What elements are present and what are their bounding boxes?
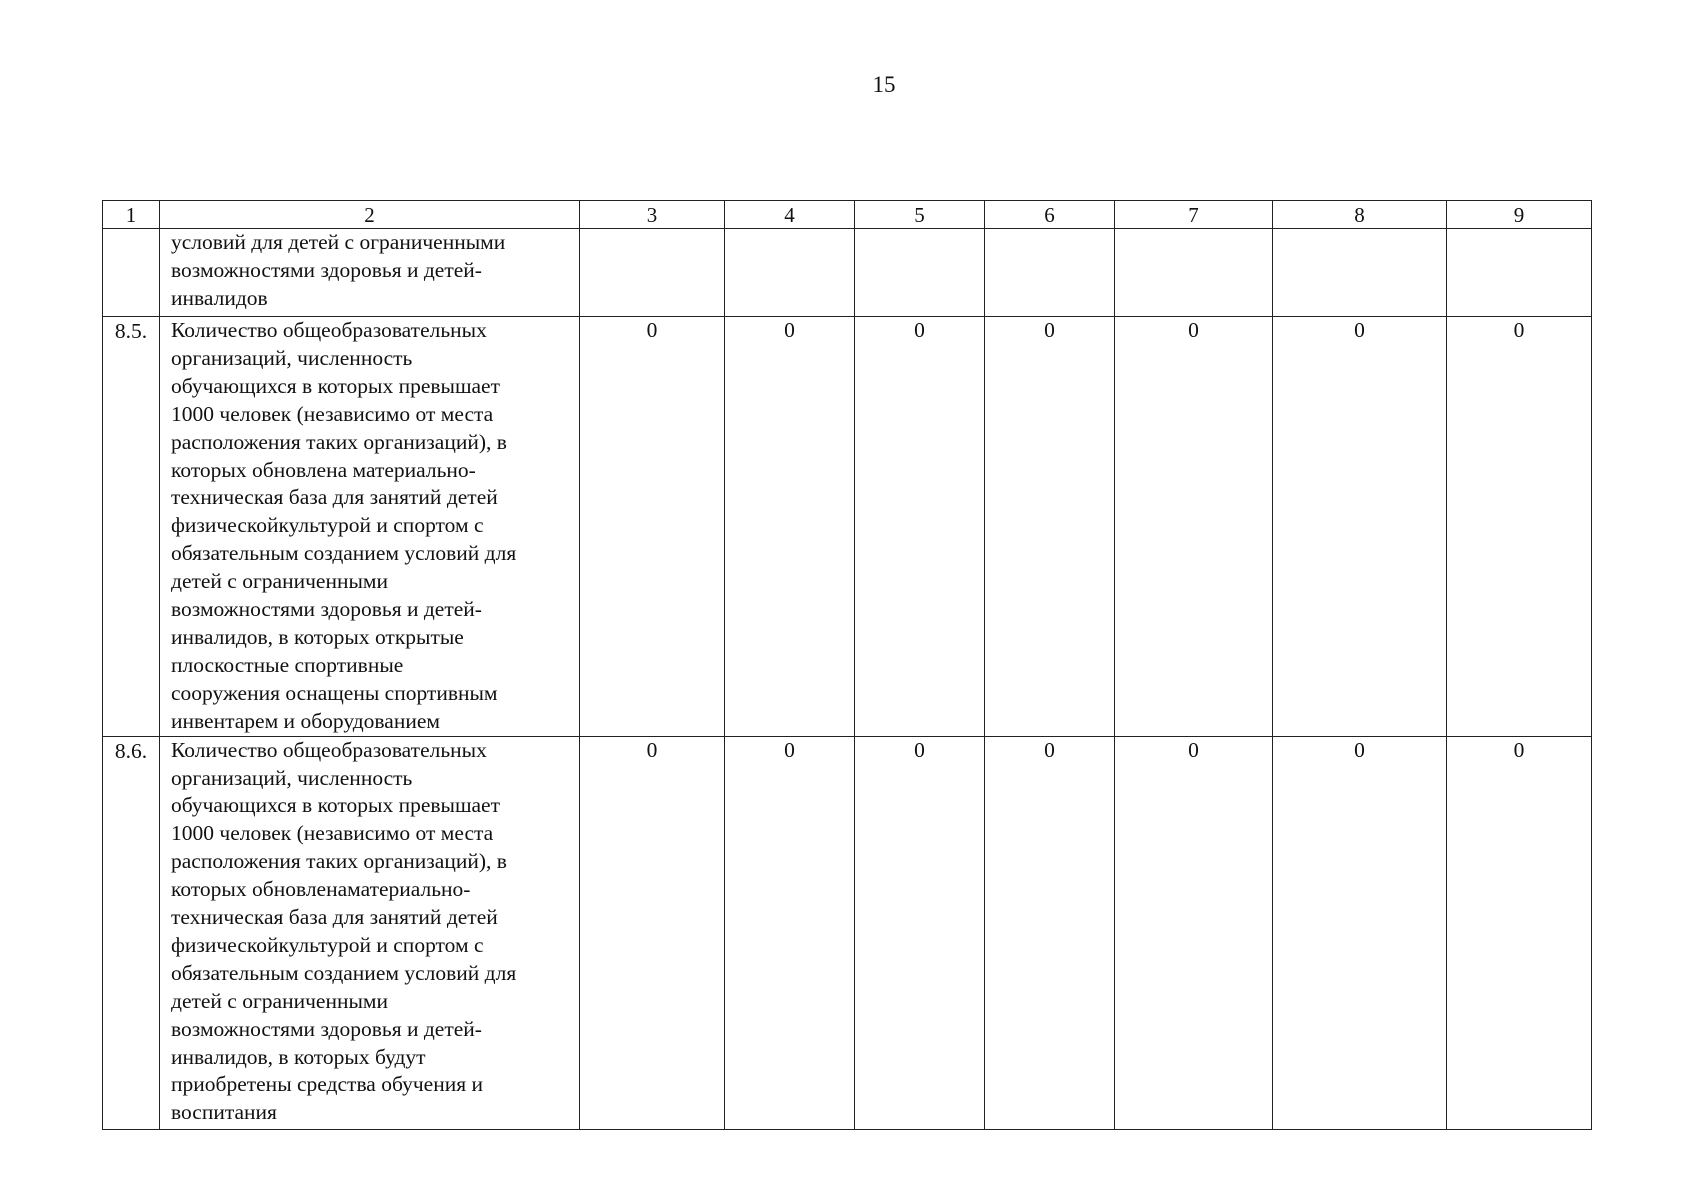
value-cell: 0 — [985, 317, 1115, 737]
value-cell: 0 — [855, 736, 985, 1129]
value-cell: 0 — [580, 317, 725, 737]
value-cell: 0 — [855, 317, 985, 737]
value-cell: 0 — [725, 317, 855, 737]
row-number: 8.5. — [103, 317, 160, 737]
table-row-continuation — [103, 229, 1592, 317]
page-number: 15 — [872, 72, 896, 97]
value-cell — [985, 229, 1115, 317]
value-cell: 0 — [580, 736, 725, 1129]
value-cell: 0 — [725, 736, 855, 1129]
column-header: 6 — [985, 201, 1115, 229]
value-cell: 0 — [1273, 317, 1447, 737]
value-cell — [1447, 229, 1592, 317]
value-cell: 0 — [985, 736, 1115, 1129]
row-number-cell — [103, 229, 160, 317]
value-cell — [1273, 229, 1447, 317]
value-cell — [855, 229, 985, 317]
row-number: 8.6. — [103, 736, 160, 1129]
table-row — [103, 736, 1592, 1129]
value-cell: 0 — [1447, 317, 1592, 737]
value-cell: 0 — [1115, 736, 1273, 1129]
table-row — [103, 317, 1592, 737]
value-cell: 0 — [1115, 317, 1273, 737]
row-description: Количество общеобразовательных организаций, численность обучающихся в которых превышает 1000 человек (независимо от места расположения таких организаций), в которых обновлена материально- техническая база для занятий детей физическойкультурой и спортом с обязательным созданием условий для детей с ограниченными возможностями здоровья и детей- инвалидов, в которых открытые плоскостные спортивные сооружения оснащены спортивным инвентарем и оборудованием — [160, 317, 580, 737]
column-header: 9 — [1447, 201, 1592, 229]
column-number-header-row — [103, 201, 1592, 229]
value-cell — [1115, 229, 1273, 317]
column-header: 1 — [103, 201, 160, 229]
column-header: 5 — [855, 201, 985, 229]
column-header: 4 — [725, 201, 855, 229]
column-header: 7 — [1115, 201, 1273, 229]
column-header: 3 — [580, 201, 725, 229]
data-table — [102, 200, 1592, 1130]
column-header: 8 — [1273, 201, 1447, 229]
value-cell — [725, 229, 855, 317]
row-description: Количество общеобразовательных организаций, численность обучающихся в которых превышает 1000 человек (независимо от места расположения таких организаций), в которых обновленаматериально- техническая база для занятий детей физическойкультурой и спортом с обязательным созданием условий для детей с ограниченными возможностями здоровья и детей- инвалидов, в которых будут приобретены средства обучения и воспитания — [160, 736, 580, 1129]
value-cell: 0 — [1273, 736, 1447, 1129]
value-cell: 0 — [1447, 736, 1592, 1129]
value-cell — [580, 229, 725, 317]
column-header: 2 — [160, 201, 580, 229]
row-description: условий для детей с ограниченными возможностями здоровья и детей- инвалидов — [160, 229, 580, 317]
